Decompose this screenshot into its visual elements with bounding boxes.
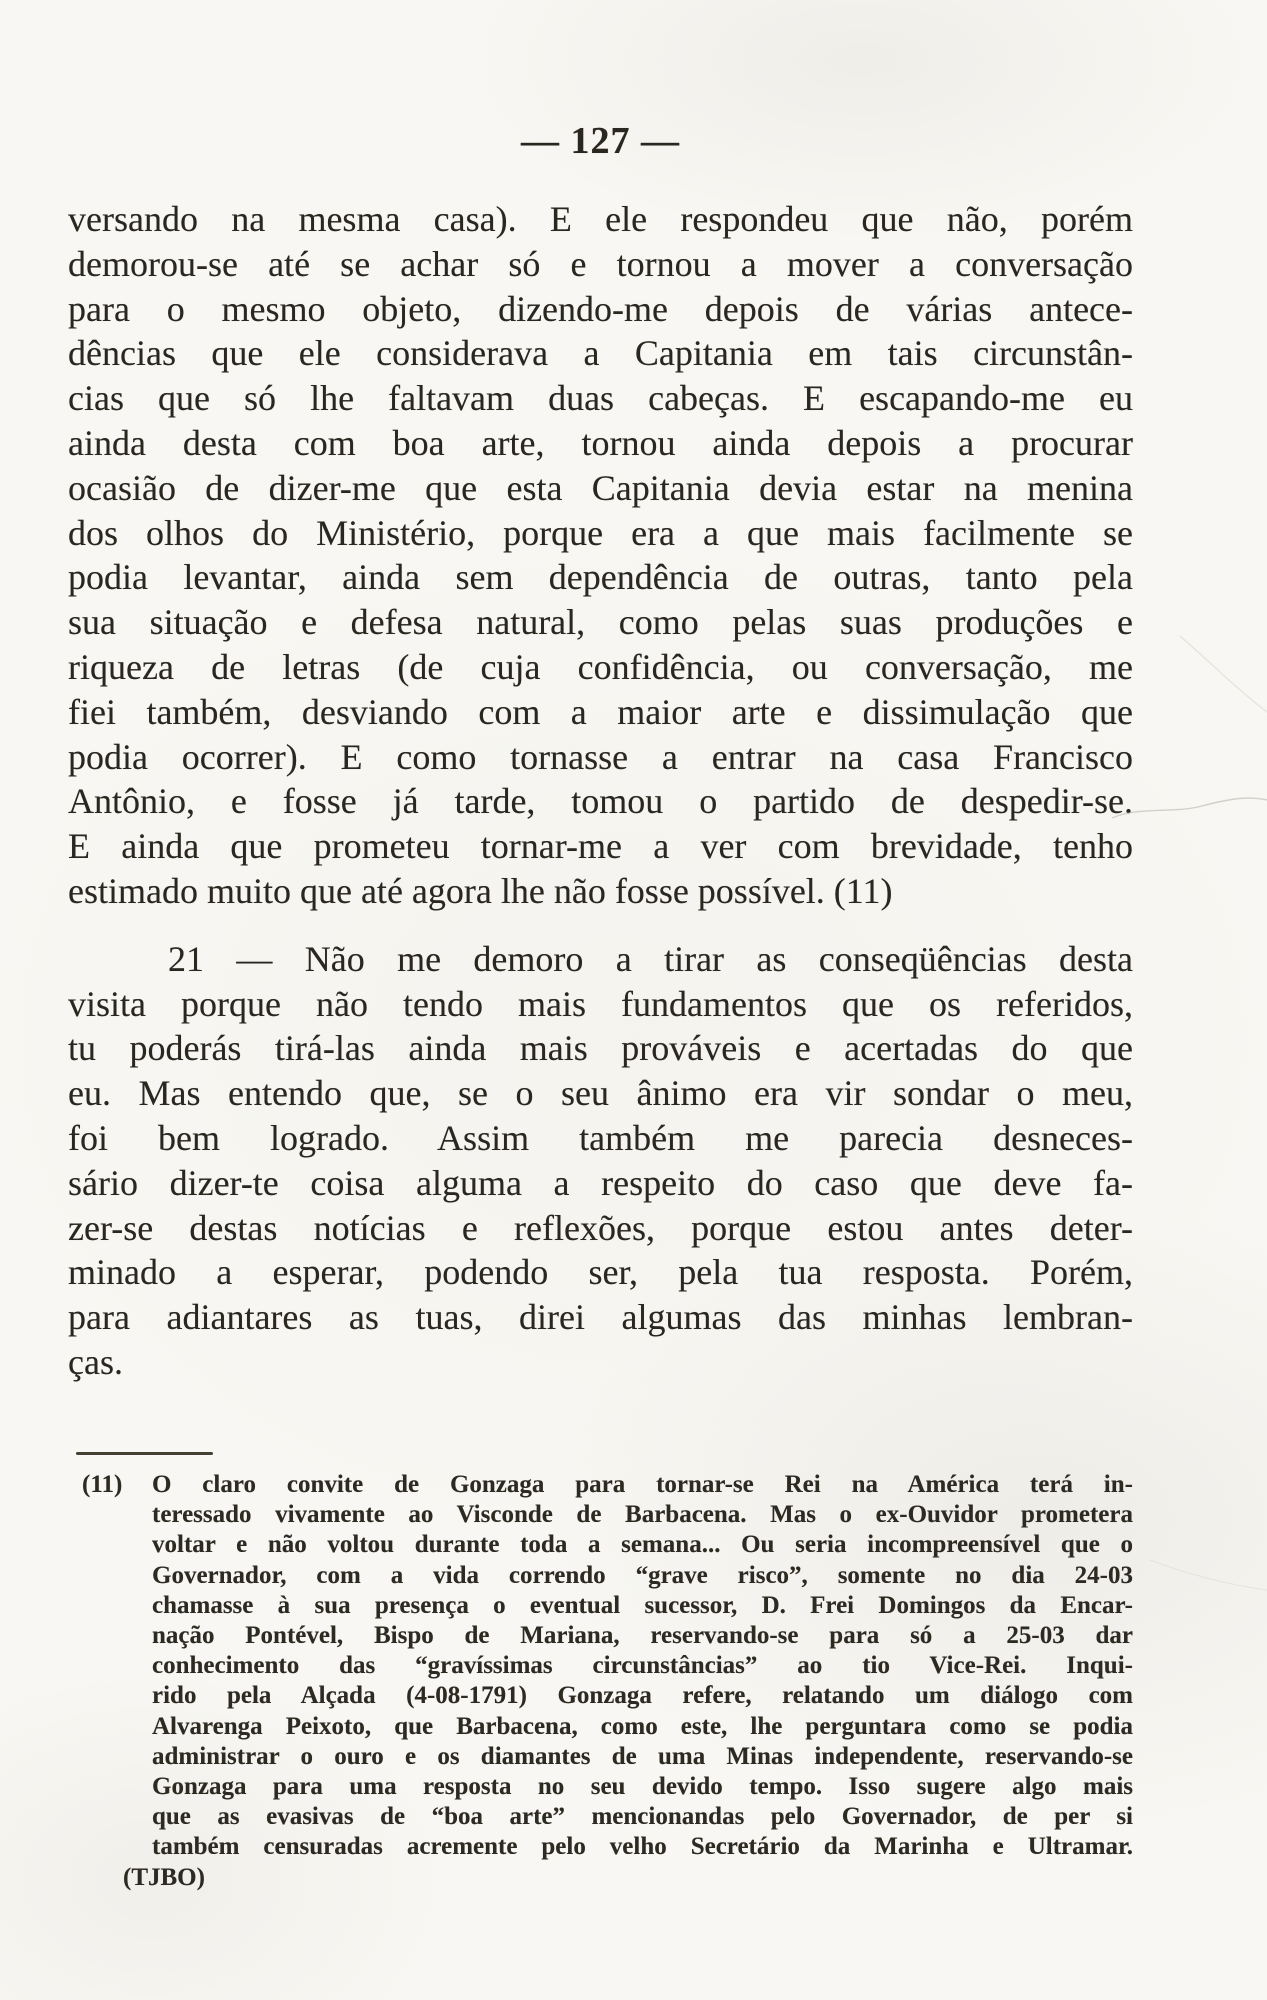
text-line: dos olhos do Ministério, porque era a que mais facilmente se	[68, 512, 1133, 553]
footnote-line: Gonzaga para uma resposta no seu devido tempo. Isso sugere algo mais	[152, 1773, 1133, 1801]
text-line: sua situação e defesa natural, como pelas suas produções e	[68, 602, 1133, 643]
footnote-line: chamasse à sua presença o eventual sucessor, D. Frei Domingos da Encar-	[152, 1591, 1133, 1619]
footnote-line: rido pela Alçada (4-08-1791) Gonzaga refere, relatando um diálogo com	[152, 1682, 1133, 1710]
footnote-line: Alvarenga Peixoto, que Barbacena, como este, lhe perguntara como se podia	[152, 1712, 1133, 1740]
footnote-line: também censuradas acremente pelo velho Secretário da Marinha e Ultramar.	[152, 1833, 1133, 1861]
text-line: Antônio, e fosse já tarde, tomou o partido de despedir-se.	[68, 781, 1133, 822]
text-line: 21 — Não me demoro a tirar as conseqüências desta	[168, 938, 1133, 979]
text-line: fiei também, desviando com a maior arte e dissimulação que	[68, 691, 1133, 732]
text-line: tu poderás tirá-las ainda mais prováveis e acertadas do que	[68, 1028, 1133, 1069]
text-line: estimado muito que até agora lhe não fosse possível. (11)	[68, 870, 893, 911]
footnote-separator	[76, 1452, 213, 1455]
paragraph	[68, 937, 1133, 1385]
footnote-line: que as evasivas de “boa arte” mencionandas pelo Governador, de per si	[152, 1803, 1133, 1831]
footnote-line: (TJBO)	[123, 1863, 205, 1891]
text-line: eu. Mas entendo que, se o seu ânimo era vir sondar o meu,	[68, 1073, 1133, 1114]
page-number: — 127 —	[521, 120, 680, 162]
footnote-line	[82, 1470, 1133, 1500]
footnote-text: O claro convite de Gonzaga para tornar-se Rei na América terá in-	[152, 1471, 1133, 1498]
text-line: ças.	[68, 1341, 123, 1382]
text-line: cias que só lhe faltavam duas cabeças. E escapando-me eu	[68, 378, 1133, 419]
text-line: zer-se destas notícias e reflexões, porque estou antes deter-	[68, 1207, 1133, 1248]
text-line: ainda desta com boa arte, tornou ainda depois a procurar	[68, 422, 1133, 463]
text-line: riqueza de letras (de cuja confidência, ou conversação, me	[68, 646, 1133, 687]
text-line: sário dizer-te coisa alguma a respeito do caso que deve fa-	[68, 1162, 1133, 1203]
text-line: demorou-se até se achar só e tornou a mover a conversação	[68, 243, 1133, 284]
footnote	[82, 1470, 1133, 1893]
footnote-line: voltar e não voltou durante toda a semana... Ou seria incompreensível que o	[152, 1531, 1133, 1559]
text-line: para adiantares as tuas, direi algumas das minhas lembran-	[68, 1297, 1133, 1338]
footnote-line: Governador, com a vida correndo “grave risco”, somente no dia 24-03	[152, 1561, 1133, 1589]
text-line: podia levantar, ainda sem dependência de outras, tanto pela	[68, 557, 1133, 598]
text-line: visita porque não tendo mais fundamentos que os referidos,	[68, 983, 1133, 1024]
footnote-line: conhecimento das “gravíssimas circunstâncias” ao tio Vice-Rei. Inqui-	[152, 1652, 1133, 1680]
text-line: ocasião de dizer-me que esta Capitania devia estar na menina	[68, 467, 1133, 508]
text-line: minado a esperar, podendo ser, pela tua resposta. Porém,	[68, 1252, 1133, 1293]
body-text	[68, 197, 1133, 1385]
text-line: versando na mesma casa). E ele respondeu que não, porém	[68, 199, 1133, 239]
text-line: dências que ele considerava a Capitania em tais circunstân-	[68, 333, 1133, 374]
text-line: foi bem logrado. Assim também me parecia desneces-	[68, 1117, 1133, 1158]
text-line: para o mesmo objeto, dizendo-me depois de várias antece-	[68, 288, 1133, 329]
footnote-line: teressado vivamente ao Visconde de Barbacena. Mas o ex-Ouvidor prometera	[152, 1501, 1133, 1529]
footnote-line: administrar o ouro e os diamantes de uma Minas independente, reservando-se	[152, 1742, 1133, 1770]
text-line: podia ocorrer). E como tornasse a entrar na casa Francisco	[68, 736, 1133, 777]
paragraph	[68, 197, 1133, 914]
footnote-marker: (11)	[82, 1471, 123, 1498]
text-line: E ainda que prometeu tornar-me a ver com brevidade, tenho	[68, 826, 1133, 867]
footnote-line: nação Pontével, Bispo de Mariana, reservando-se para só a 25-03 dar	[152, 1622, 1133, 1650]
